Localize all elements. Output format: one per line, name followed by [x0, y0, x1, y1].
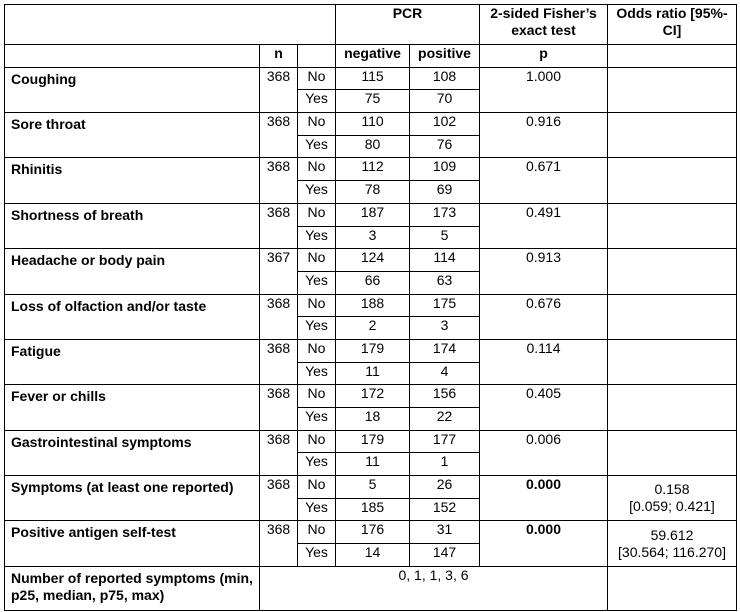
row-no-label: No [298, 385, 336, 408]
row-yes-label: Yes [298, 544, 336, 567]
row-p-value: 0.006 [480, 430, 608, 475]
table-row [5, 158, 737, 181]
row-no-positive: 156 [410, 385, 480, 408]
row-odds-ratio [608, 249, 737, 294]
row-no-negative: 187 [336, 203, 410, 226]
odds-ratio-ci: [30.564; 116.270] [618, 543, 726, 560]
odds-ratio-value: 59.612 [650, 526, 694, 543]
row-odds-ratio [608, 158, 737, 203]
row-label: Fatigue [5, 339, 260, 384]
row-yes-label: Yes [298, 408, 336, 431]
header-blank [5, 5, 336, 45]
row-yes-positive: 5 [410, 226, 480, 249]
table-row [5, 203, 737, 226]
row-label: Symptoms (at least one reported) [5, 476, 260, 521]
row-odds-ratio [608, 203, 737, 248]
table-row [5, 249, 737, 272]
row-n: 368 [260, 385, 298, 430]
row-no-label: No [298, 158, 336, 181]
row-n: 368 [260, 67, 298, 112]
row-n: 368 [260, 521, 298, 566]
row-odds-ratio [608, 67, 737, 112]
row-n: 368 [260, 203, 298, 248]
row-label: Sore throat [5, 113, 260, 158]
header-odds-ratio: Odds ratio [95%-CI] [608, 5, 737, 45]
row-no-negative: 176 [336, 521, 410, 544]
results-table [4, 4, 737, 611]
row-p-value: 0.405 [480, 385, 608, 430]
header-negative: negative [336, 45, 410, 68]
row-n: 368 [260, 339, 298, 384]
row-yes-positive: 76 [410, 135, 480, 158]
row-no-positive: 31 [410, 521, 480, 544]
row-n: 368 [260, 113, 298, 158]
row-odds-ratio [608, 294, 737, 339]
row-no-negative: 179 [336, 339, 410, 362]
row-yes-label: Yes [298, 271, 336, 294]
row-yes-positive: 147 [410, 544, 480, 567]
row-p-value: 0.676 [480, 294, 608, 339]
row-no-positive: 109 [410, 158, 480, 181]
row-no-negative: 112 [336, 158, 410, 181]
table-body [5, 67, 737, 566]
row-no-positive: 26 [410, 476, 480, 499]
footer-label: Number of reported symptoms (min, p25, median, p75, max) [5, 566, 260, 610]
row-no-positive: 102 [410, 113, 480, 136]
row-label: Headache or body pain [5, 249, 260, 294]
row-yes-label: Yes [298, 498, 336, 521]
row-odds-ratio [608, 430, 737, 475]
row-no-negative: 124 [336, 249, 410, 272]
header-p: p [480, 45, 608, 68]
row-label: Shortness of breath [5, 203, 260, 248]
table-row [5, 294, 737, 317]
header-pcr: PCR [336, 5, 480, 45]
row-yes-negative: 75 [336, 90, 410, 113]
row-p-value: 0.913 [480, 249, 608, 294]
row-label: Gastrointestinal symptoms [5, 430, 260, 475]
row-p-value: 0.000 [480, 521, 608, 566]
row-no-label: No [298, 476, 336, 499]
row-yes-positive: 1 [410, 453, 480, 476]
row-no-positive: 114 [410, 249, 480, 272]
row-label: Rhinitis [5, 158, 260, 203]
row-no-negative: 172 [336, 385, 410, 408]
row-label: Loss of olfaction and/or taste [5, 294, 260, 339]
row-no-label: No [298, 203, 336, 226]
row-n: 368 [260, 158, 298, 203]
row-p-value: 0.916 [480, 113, 608, 158]
row-yes-label: Yes [298, 317, 336, 340]
row-odds-ratio [608, 476, 737, 521]
row-n: 368 [260, 294, 298, 339]
row-yes-negative: 66 [336, 271, 410, 294]
table-row [5, 339, 737, 362]
row-odds-ratio [608, 339, 737, 384]
row-n: 368 [260, 430, 298, 475]
row-p-value: 0.114 [480, 339, 608, 384]
table-row [5, 430, 737, 453]
row-yes-positive: 22 [410, 408, 480, 431]
row-p-value: 0.491 [480, 203, 608, 248]
row-yes-label: Yes [298, 135, 336, 158]
row-no-label: No [298, 249, 336, 272]
row-yes-positive: 70 [410, 90, 480, 113]
row-yes-positive: 4 [410, 362, 480, 385]
row-yes-positive: 69 [410, 181, 480, 204]
row-no-negative: 179 [336, 430, 410, 453]
row-no-negative: 5 [336, 476, 410, 499]
header-blank-or [608, 45, 737, 68]
row-yes-label: Yes [298, 226, 336, 249]
row-label: Fever or chills [5, 385, 260, 430]
row-p-value: 1.000 [480, 67, 608, 112]
odds-ratio-ci: [0.059; 0.421] [629, 498, 715, 515]
row-odds-ratio [608, 113, 737, 158]
table-row [5, 113, 737, 136]
header-blank-response [298, 45, 336, 68]
row-no-negative: 115 [336, 67, 410, 90]
header-positive: positive [410, 45, 480, 68]
row-yes-negative: 18 [336, 408, 410, 431]
row-yes-label: Yes [298, 453, 336, 476]
row-no-label: No [298, 430, 336, 453]
row-yes-negative: 185 [336, 498, 410, 521]
row-odds-ratio [608, 521, 737, 566]
row-yes-negative: 14 [336, 544, 410, 567]
table-row [5, 476, 737, 499]
table-row [5, 67, 737, 90]
row-yes-label: Yes [298, 181, 336, 204]
row-no-negative: 188 [336, 294, 410, 317]
row-yes-negative: 11 [336, 453, 410, 476]
row-no-label: No [298, 67, 336, 90]
header-fisher: 2-sided Fisher’s exact test [480, 5, 608, 45]
row-no-positive: 175 [410, 294, 480, 317]
row-no-label: No [298, 521, 336, 544]
row-no-positive: 177 [410, 430, 480, 453]
footer-blank [608, 566, 737, 610]
row-p-value: 0.671 [480, 158, 608, 203]
odds-ratio-value: 0.158 [654, 481, 690, 498]
table-row [5, 385, 737, 408]
row-no-positive: 173 [410, 203, 480, 226]
row-yes-positive: 63 [410, 271, 480, 294]
row-yes-negative: 78 [336, 181, 410, 204]
row-odds-ratio [608, 385, 737, 430]
row-no-negative: 110 [336, 113, 410, 136]
row-no-label: No [298, 113, 336, 136]
row-n: 368 [260, 476, 298, 521]
row-p-value: 0.000 [480, 476, 608, 521]
row-no-positive: 108 [410, 67, 480, 90]
row-yes-negative: 11 [336, 362, 410, 385]
row-no-label: No [298, 339, 336, 362]
row-no-positive: 174 [410, 339, 480, 362]
footer-value: 0, 1, 1, 3, 6 [260, 566, 608, 610]
row-label: Positive antigen self-test [5, 521, 260, 566]
row-label: Coughing [5, 67, 260, 112]
table-row [5, 521, 737, 544]
row-no-label: No [298, 294, 336, 317]
row-yes-label: Yes [298, 90, 336, 113]
row-n: 367 [260, 249, 298, 294]
row-yes-negative: 80 [336, 135, 410, 158]
row-yes-negative: 2 [336, 317, 410, 340]
row-yes-negative: 3 [336, 226, 410, 249]
row-yes-positive: 152 [410, 498, 480, 521]
header-blank-label [5, 45, 260, 68]
row-yes-label: Yes [298, 362, 336, 385]
header-n: n [260, 45, 298, 68]
row-yes-positive: 3 [410, 317, 480, 340]
